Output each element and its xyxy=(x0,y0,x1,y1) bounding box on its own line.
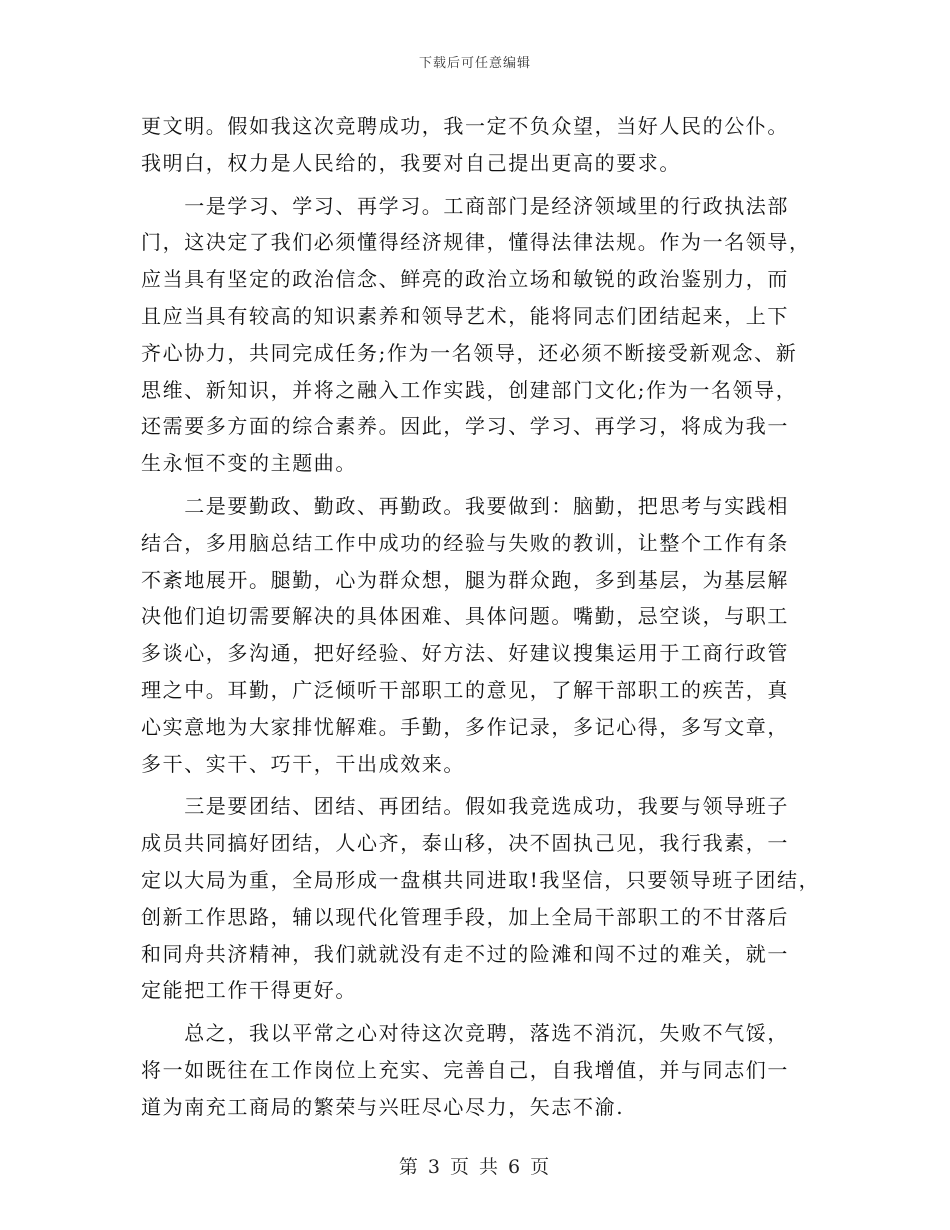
text-line: 成员共同搞好团结，人心齐，泰山移，决不固执己见，我行我素，一 xyxy=(141,831,789,856)
text-line: 门，这决定了我们必须懂得经济规律，懂得法律法规。作为一名领导， xyxy=(141,230,811,255)
text-line: 一是学习、学习、再学习。工商部门是经济领域里的行政执法部 xyxy=(141,193,789,218)
text-line: 不紊地展开。腿勤，心为群众想，腿为群众跑，多到基层，为基层解 xyxy=(141,567,789,592)
paragraph xyxy=(141,1015,813,1125)
text-line: 多谈心，多沟通，把好经验、好方法、好建议搜集运用于工商行政管 xyxy=(141,641,789,666)
text-line: 我明白，权力是人民给的，我要对自己提出更高的要求。 xyxy=(141,150,681,175)
text-line: 多干、实干、巧干，干出成效来。 xyxy=(141,751,465,776)
text-line: 心实意地为大家排忧解难。手勤，多作记录，多记心得，多写文章， xyxy=(141,714,789,739)
text-line: 总之，我以平常之心对待这次竞聘，落选不消沉，失败不气馁， xyxy=(141,1021,789,1046)
paragraph xyxy=(141,188,813,482)
text-line: 定能把工作干得更好。 xyxy=(141,978,357,1003)
paragraph xyxy=(141,788,821,1009)
text-line: 还需要多方面的综合素养。因此，学习、学习、再学习，将成为我一 xyxy=(141,414,789,439)
text-line: 应当具有坚定的政治信念、鲜亮的政治立场和敏锐的政治鉴别力，而 xyxy=(141,267,789,292)
page-header: 下载后可任意编辑 xyxy=(418,56,531,71)
text-line: 定以大局为重，全局形成一盘棋共同进取!我坚信，只要领导班子团结， xyxy=(141,867,821,892)
text-line: 创新工作思路，辅以现代化管理手段，加上全局干部职工的不甘落后 xyxy=(141,904,789,929)
text-line: 齐心协力，共同完成任务;作为一名领导，还必须不断接受新观念、新 xyxy=(141,340,798,365)
paragraph xyxy=(141,108,813,182)
text-line: 理之中。耳勤，广泛倾听干部职工的意见，了解干部职工的疾苦，真 xyxy=(141,677,789,702)
document-body xyxy=(141,108,821,1126)
text-line: 且应当具有较高的知识素养和领导艺术，能将同志们团结起来，上下 xyxy=(141,303,789,328)
text-line: 道为南充工商局的繁荣与兴旺尽心尽力，矢志不渝. xyxy=(141,1094,625,1119)
paragraph xyxy=(141,488,813,782)
text-line: 更文明。假如我这次竞聘成功，我一定不负众望，当好人民的公仆。 xyxy=(141,114,789,138)
text-line: 和同舟共济精神，我们就就没有走不过的险滩和闯不过的难关，就一 xyxy=(141,941,789,966)
text-line: 生永恒不变的主题曲。 xyxy=(141,451,357,476)
text-line: 思维、新知识，并将之融入工作实践，创建部门文化;作为一名领导， xyxy=(141,377,798,402)
text-line: 结合，多用脑总结工作中成功的经验与失败的教训，让整个工作有条 xyxy=(141,530,789,555)
text-line: 二是要勤政、勤政、再勤政。我要做到：脑勤，把思考与实践相 xyxy=(141,493,789,518)
text-line: 三是要团结、团结、再团结。假如我竞选成功，我要与领导班子 xyxy=(141,794,789,819)
text-line: 决他们迫切需要解决的具体困难、具体问题。嘴勤，忌空谈，与职工 xyxy=(141,604,789,629)
text-line: 将一如既往在工作岗位上充实、完善自己，自我增值，并与同志们一 xyxy=(141,1057,789,1082)
page-number: 第 3 页 共 6 页 xyxy=(398,1156,552,1178)
